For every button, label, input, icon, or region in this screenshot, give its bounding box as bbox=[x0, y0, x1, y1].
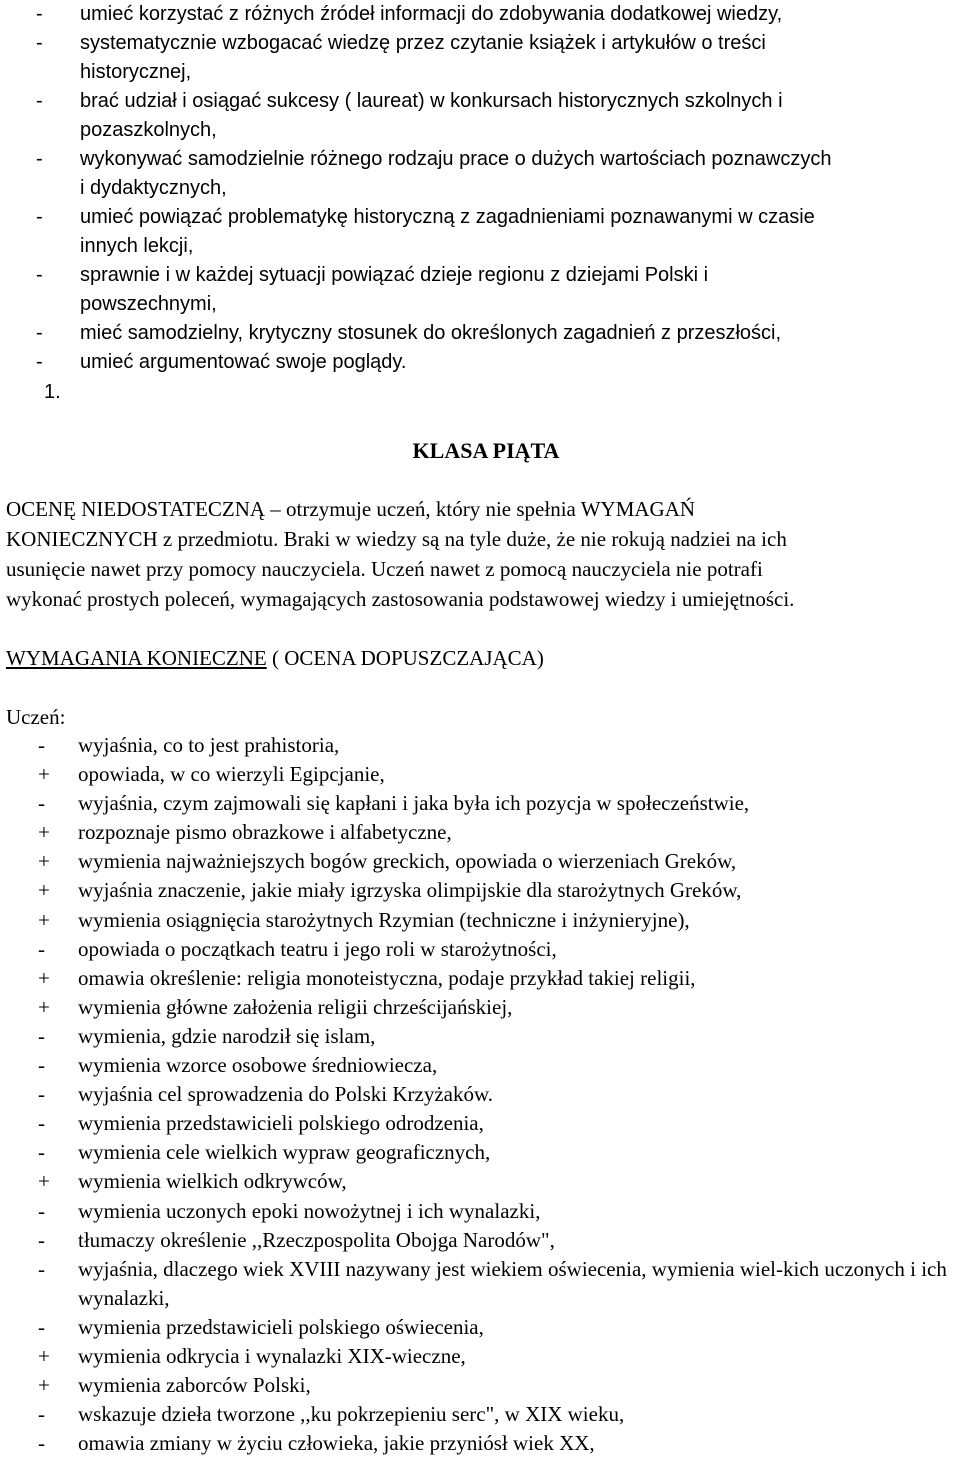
requirement-text: omawia określenie: religia monoteistyczna, podaje przykład takiej religii, bbox=[78, 965, 696, 990]
requirement-text: wymienia uczonych epoki nowożytnej i ich wynalazki, bbox=[78, 1198, 541, 1223]
dash-marker: - bbox=[36, 351, 43, 373]
list-item-text: umieć argumentować swoje poglądy. bbox=[80, 351, 407, 373]
section-heading: KLASA PIĄTA bbox=[412, 438, 560, 463]
requirement-marker: - bbox=[38, 791, 45, 816]
requirement-text: wymienia odkrycia i wynalazki XIX-wieczne, bbox=[78, 1343, 466, 1368]
requirement-text: opowiada, w co wierzyli Egipcjanie, bbox=[78, 762, 385, 787]
requirement-marker: - bbox=[38, 1053, 45, 1078]
paragraph-line: KONIECZNYCH z przedmiotu. Braki w wiedzy są na tyle duże, że nie rokują nadziei na ich bbox=[6, 527, 787, 551]
list-item-text: wykonywać samodzielnie różnego rodzaju prace o dużych wartościach poznawczych bbox=[80, 148, 832, 170]
requirement-marker: + bbox=[38, 820, 50, 845]
list-item-text: sprawnie i w każdej sytuacji powiązać dzieje regionu z dziejami Polski i bbox=[80, 264, 709, 286]
requirement-marker: - bbox=[38, 733, 45, 757]
list-item bbox=[36, 87, 956, 145]
requirements-heading-grade: ( OCENA DOPUSZCZAJĄCA) bbox=[266, 646, 544, 670]
requirement-item bbox=[38, 993, 948, 1022]
requirement-text: wymienia zaborców Polski, bbox=[78, 1373, 311, 1398]
requirement-text: wymienia osiągnięcia starożytnych Rzymian (techniczne i inżynieryjne), bbox=[78, 907, 690, 932]
grade-description-paragraph bbox=[6, 494, 958, 614]
requirement-marker: - bbox=[38, 1256, 45, 1281]
requirement-text: wyjaśnia cel sprowadzenia do Polski Krzyżaków. bbox=[78, 1082, 494, 1107]
requirement-marker: + bbox=[38, 1169, 50, 1194]
requirement-marker: + bbox=[38, 1373, 50, 1398]
requirement-marker: - bbox=[38, 1314, 45, 1339]
requirement-marker: - bbox=[38, 1402, 45, 1427]
requirement-item bbox=[38, 1197, 948, 1226]
student-label: Uczeń: bbox=[6, 705, 66, 729]
requirement-marker: + bbox=[38, 994, 50, 1019]
requirement-text: wymienia przedstawicieli polskiego odrodzenia, bbox=[78, 1111, 484, 1136]
requirement-item bbox=[38, 731, 948, 760]
requirement-marker: - bbox=[38, 1227, 45, 1252]
paragraph-line: OCENĘ NIEDOSTATECZNĄ – otrzymuje uczeń, który nie spełnia WYMAGAŃ bbox=[6, 497, 696, 521]
requirement-text: wyjaśnia, co to jest prahistoria, bbox=[78, 733, 340, 757]
requirement-marker: - bbox=[38, 1198, 45, 1223]
list-item-text-continued: powszechnymi, bbox=[80, 293, 217, 315]
paragraph-line: wykonać prostych poleceń, wymagających zastosowania podstawowej wiedzy i umiejętności. bbox=[6, 587, 795, 611]
list-item-text-continued: pozaszkolnych, bbox=[80, 119, 217, 141]
requirement-marker: - bbox=[38, 1140, 45, 1165]
list-item-text-continued: innych lekcji, bbox=[80, 235, 194, 257]
numbered-marker: 1. bbox=[44, 381, 61, 403]
requirement-item bbox=[38, 1022, 948, 1051]
requirement-item bbox=[38, 1255, 948, 1313]
list-item bbox=[36, 319, 956, 348]
dash-marker: - bbox=[36, 32, 43, 54]
requirement-text: wymienia wzorce osobowe średniowiecza, bbox=[78, 1053, 438, 1078]
requirement-item bbox=[38, 1342, 948, 1371]
requirement-marker: - bbox=[38, 1023, 45, 1048]
requirement-marker: + bbox=[38, 878, 50, 903]
requirement-text: wyjaśnia znaczenie, jakie miały igrzyska olimpijskie dla starożytnych Greków, bbox=[78, 878, 742, 903]
requirement-item bbox=[38, 906, 948, 935]
requirement-item bbox=[38, 935, 948, 964]
requirement-marker: + bbox=[38, 965, 50, 990]
dash-marker: - bbox=[36, 148, 43, 170]
list-item bbox=[36, 29, 956, 87]
list-item bbox=[36, 348, 956, 377]
requirement-marker: - bbox=[38, 936, 45, 961]
requirement-text: wymienia cele wielkich wypraw geograficznych, bbox=[78, 1140, 491, 1165]
requirement-item bbox=[38, 876, 948, 905]
requirement-item bbox=[38, 1226, 948, 1255]
requirement-item bbox=[38, 1400, 948, 1429]
dash-marker: - bbox=[36, 3, 43, 25]
requirement-marker: + bbox=[38, 849, 50, 874]
requirement-marker: - bbox=[38, 1082, 45, 1107]
requirement-item bbox=[38, 818, 948, 847]
requirement-marker: - bbox=[38, 1431, 45, 1456]
list-item bbox=[36, 203, 956, 261]
list-item bbox=[36, 145, 956, 203]
requirement-text: wymienia najważniejszych bogów greckich, opowiada o wierzeniach Greków, bbox=[78, 849, 737, 874]
requirement-text: tłumaczy określenie ,,Rzeczpospolita Obojga Narodów", bbox=[78, 1227, 555, 1252]
list-item bbox=[36, 0, 956, 29]
requirement-marker: - bbox=[38, 1111, 45, 1136]
requirement-item bbox=[38, 1429, 948, 1458]
paragraph-line: usunięcie nawet przy pomocy nauczyciela. Uczeń nawet z pomocą nauczyciela nie potrafi bbox=[6, 557, 763, 581]
requirement-text: opowiada o początkach teatru i jego roli w starożytności, bbox=[78, 936, 557, 961]
list-item-text-continued: historycznej, bbox=[80, 61, 192, 83]
requirement-text: wymienia, gdzie narodził się islam, bbox=[78, 1023, 376, 1048]
requirement-item bbox=[38, 1371, 948, 1400]
list-item-text: umieć korzystać z różnych źródeł informacji do zdobywania dodatkowej wiedzy, bbox=[80, 3, 783, 25]
requirement-text: wyjaśnia, dlaczego wiek XVIII nazywany jest wiekiem oświecenia, wymienia wiel-kich uczonych i ich wynalazki, bbox=[78, 1256, 947, 1310]
requirement-item bbox=[38, 1109, 948, 1138]
requirement-marker: + bbox=[38, 762, 50, 787]
requirements-heading-underlined: WYMAGANIA KONIECZNE bbox=[6, 646, 267, 670]
requirement-item bbox=[38, 1167, 948, 1196]
requirement-marker: + bbox=[38, 907, 50, 932]
dash-marker: - bbox=[36, 264, 43, 286]
requirement-text: wskazuje dzieła tworzone ,,ku pokrzepieniu serc", w XIX wieku, bbox=[78, 1402, 625, 1427]
list-item-text: mieć samodzielny, krytyczny stosunek do określonych zagadnień z przeszłości, bbox=[80, 322, 782, 344]
requirement-text: wymienia przedstawicieli polskiego oświecenia, bbox=[78, 1314, 484, 1339]
dash-marker: - bbox=[36, 322, 43, 344]
goals-list bbox=[36, 0, 956, 377]
requirement-item bbox=[38, 1080, 948, 1109]
requirement-item bbox=[38, 1138, 948, 1167]
dash-marker: - bbox=[36, 90, 43, 112]
dash-marker: - bbox=[36, 206, 43, 228]
requirement-item bbox=[38, 1051, 948, 1080]
list-item-text: brać udział i osiągać sukcesy ( laureat) w konkursach historycznych szkolnych i bbox=[80, 90, 783, 112]
requirements-heading bbox=[6, 643, 946, 673]
list-item bbox=[36, 261, 956, 319]
list-item-text: umieć powiązać problematykę historyczną z zagadnieniami poznawanymi w czasie bbox=[80, 206, 815, 228]
requirement-item bbox=[38, 847, 948, 876]
requirement-text: rozpoznaje pismo obrazkowe i alfabetyczne, bbox=[78, 820, 452, 845]
requirement-text: wymienia wielkich odkrywców, bbox=[78, 1169, 347, 1194]
requirement-marker: + bbox=[38, 1343, 50, 1368]
requirement-text: wymienia główne założenia religii chrześcijańskiej, bbox=[78, 994, 513, 1019]
requirement-item bbox=[38, 964, 948, 993]
requirement-text: omawia zmiany w życiu człowieka, jakie przyniósł wiek XX, bbox=[78, 1431, 595, 1456]
list-item-text-continued: i dydaktycznych, bbox=[80, 177, 227, 199]
requirement-item bbox=[38, 1313, 948, 1342]
requirement-text: wyjaśnia, czym zajmowali się kapłani i jaka była ich pozycja w społeczeństwie, bbox=[78, 791, 750, 816]
requirement-item bbox=[38, 789, 948, 818]
requirements-list bbox=[38, 731, 948, 1458]
list-item-text: systematycznie wzbogacać wiedzę przez czytanie książek i artykułów o treści bbox=[80, 32, 766, 54]
requirement-item bbox=[38, 760, 948, 789]
